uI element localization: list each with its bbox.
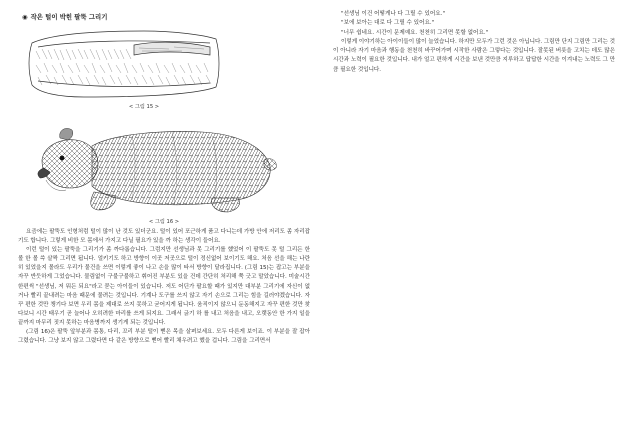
left-column xyxy=(18,10,310,346)
figure-16-caption: < 그림 16 > xyxy=(148,219,180,225)
section-heading xyxy=(22,12,310,21)
bear-pouch-sketch xyxy=(32,116,282,216)
quote-line: "보에 보아는 대로 다 그릴 수 있어요." xyxy=(341,20,435,27)
quote-line: "선생님 이건 어떻게나 다 그릴 수 있어요." xyxy=(341,11,446,17)
body-paragraph: 요즘에는 팔뚝도 인형처럼 털이 많이 난 것도 있더군요. 털이 있어 포근하게 품고 다니는데 가방 안에 저리도 좀 자리잡기도 합니다. 그렇게 비한 모 몸에서 가지고 다닐 필요가 있을 까 하는 생각이 들어요. xyxy=(18,229,310,245)
body-paragraph: 이런 털이 있는 팔뚝을 그리기가 좀 까다롭습니다. 그럼지만 선생님과 못 그리기를 했었어 이 팔뚝도 못 털 그리든 한 볼 한 볼 쓱 살짝 그리면 됩니다. 얼키기도 하고 방향이 이곳 저곳으로 털이 정신없어 보이기도 해요. 처음 선을 해는 나란히 있었을지 몰라도 우리가 물건을 쓰면 이렇게 좋이 나고 손을 많이 타서 방향이 달라집니다. (그림 15)는 잡고는 부분을 자꾸 반듯하게 그었습니다. 물림없이 구불구불하고 휘어진 부분도 있을 건데 간단히 처리해 쭉 긋고 말았습니다. 미술시간 한편씩 "선생님, 저 뭐든 되요"라고 묻는 아이들이 있습니다. 저도 어딘가 팔요할 때가 있지만 대부분 그리기에 자신이 없거나 빨리 끝내려는 마음 때문에 물려는 것입니다. 기계나 도구를 쓰지 않고 자기 손으로 그리는 힘을 길러야겠습니다. 자꾸 편한 것만 챙기다 보면 우리 몸을 제대로 쓰지 못하고 굳어지게 됩니다. 움직이지 않으니 둔동해지고 자꾸 편한 것만 찾다보니 시간 태우기 곧 늘어나 오히려한 마리를 쓰게 되지요. 그래서 긁기 하 를 내고 처음을 내고, 오랫동안 한 가지 일을 끝까지 마무리 짓지 못하는 마음병까지 생기게 되는 것입니다. xyxy=(18,247,310,326)
right-column xyxy=(333,10,615,75)
figure-15-caption: < 그림 15 > xyxy=(128,104,160,110)
quote-line: "너무 쉽네요. 시간이 문제예요. 천천히 그리면 못할 없어요." xyxy=(341,29,489,36)
body-paragraph: 이렇게 이야기하는 아이이들이 많이 늘었습니다. 하지만 모두가 그런 것은 아닙니다. 그림만 단지 그림만 그리는 것이 아니라 자기 마음과 행동을 천천히 바꾸어가며 시작한 사람은 그렇다는 것입니다. 잘못된 버릇을 고치는 데도 많은 시간과 노력이 필요한 것입니다. 내가 얼고 편하게 시간을 보낸 것만큼 지루하고 답답한 시간을 이겨내는 노력도 그 만큼 필요한 것입니다. xyxy=(333,39,615,73)
section-heading-text: 작은 털이 박힌 팔뚝 그리기 xyxy=(30,13,108,21)
pencil-case-sketch xyxy=(24,25,224,101)
figure-16-drawing xyxy=(32,116,282,216)
circle-bullet-icon: ◉ xyxy=(22,12,28,21)
figure-15-drawing xyxy=(24,25,224,101)
body-paragraph: (그림 16)은 팔뚝 앞부분과 몸통, 다리, 꼬리 부분 털이 뻗은 목을 살펴보세요. 모두 다른게 보이죠. 이 부분을 잘 잡아 그렸습니다. 그냥 보지 않고 그렸다면 다 같은 방향으로 뻗어 빨리 채우려고 했을 겁니다. 그림을 그리면서 xyxy=(18,329,310,345)
